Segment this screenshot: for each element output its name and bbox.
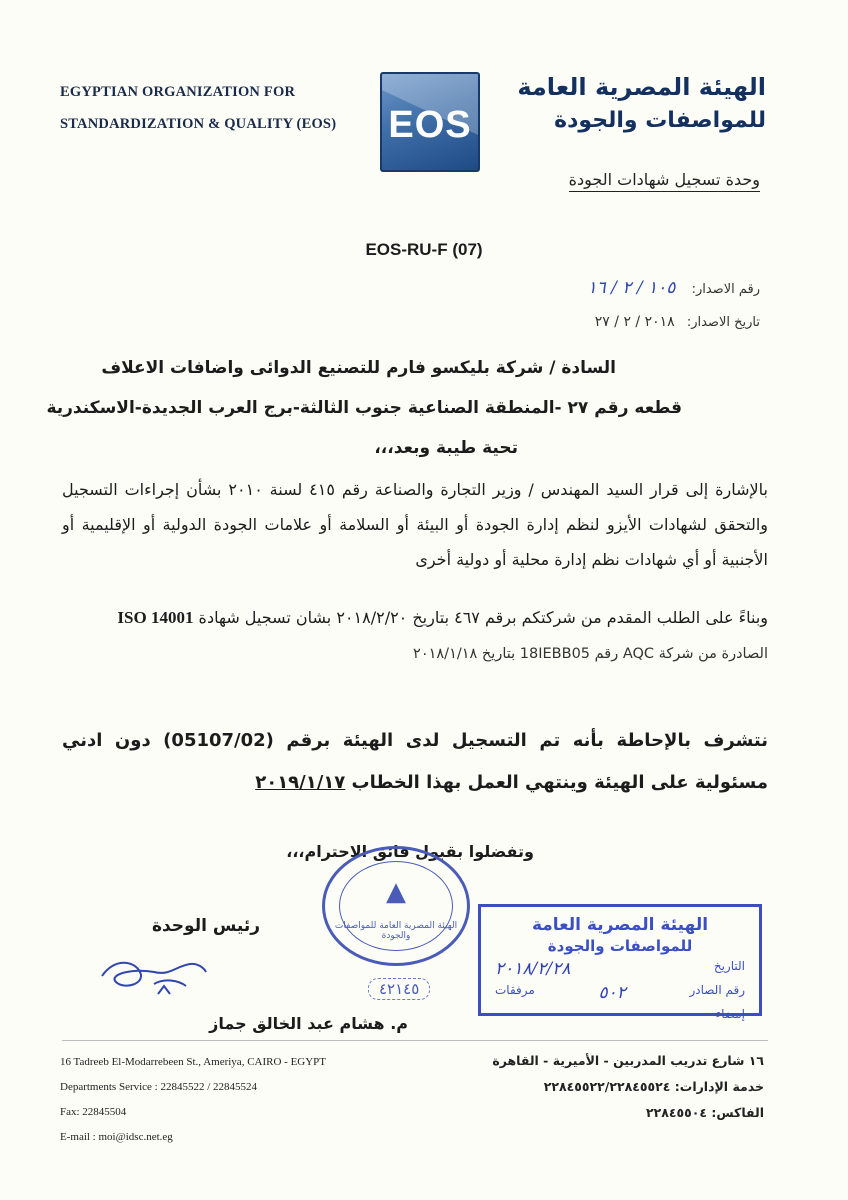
signatory-title: رئيس الوحدة	[151, 916, 260, 936]
para2-text-2: الصادرة من شركة AQC رقم 18IEBB05 بتاريخ ٢٠١٨/١/١٨	[413, 646, 768, 662]
org-name-english	[60, 76, 360, 140]
footer-email-en: E-mail : moi@idsc.net.eg	[60, 1131, 173, 1143]
issue-number-value: ١٠٥ / ٢ / ١٦	[587, 278, 676, 298]
issue-date-value: ٢٠١٨ / ٢ / ٢٧	[594, 314, 675, 330]
logo-text: EOS	[388, 104, 472, 146]
org-ar-line2: للمواصفات والجودة	[554, 108, 766, 133]
issue-date-label: تاريخ الاصدار:	[686, 315, 760, 330]
stamp-date-label: التاريخ	[713, 959, 745, 973]
seal-ring-text: الهيئة المصرية العامة للمواصفات والجودة	[334, 921, 458, 941]
footer-departments-en: Departments Service : 22845522 / 22845524	[60, 1081, 258, 1093]
stamp-issue-row	[495, 983, 745, 1003]
closing-phrase: وتفضلوا بقبول فائق الاحترام،،،	[286, 842, 534, 861]
addressee-line2: قطعه رقم ٢٧ -المنطقة الصناعية جنوب الثالثة-برج العرب الجديدة-الاسكندرية	[46, 398, 682, 418]
stamp-issue-value: ٥٠٢	[598, 983, 626, 1003]
org-en-line2: STANDARDIZATION & QUALITY (EOS)	[60, 116, 337, 132]
form-code: EOS-RU-F (07)	[365, 240, 483, 259]
stamp-line2: للمواصفات والجودة	[547, 937, 693, 955]
issue-number-row	[588, 278, 760, 298]
footer-fax-en: Fax: 22845504	[60, 1106, 127, 1118]
para2-text-1: وبناءً على الطلب المقدم من شركتكم برقم ٤٦٧ بتاريخ ٢٠١٨/٢/٢٠ بشان تسجيل شهادة	[193, 608, 768, 627]
stamp-line1: الهيئة المصرية العامة	[531, 915, 709, 935]
addressee-line1: السادة / شركة بليكسو فارم للتصنيع الدوائى واضافات الاعلاف	[101, 358, 616, 378]
body-paragraph-2	[62, 600, 768, 672]
stamp-attachments-label: مرفقات	[495, 983, 535, 997]
body-paragraph-3	[62, 720, 768, 804]
unit-title: وحدة تسجيل شهادات الجودة	[569, 170, 760, 192]
stamp-signature-row	[495, 1007, 745, 1021]
issue-number-label: رقم الاصدار:	[691, 282, 760, 297]
org-en-line1: EGYPTIAN ORGANIZATION FOR	[60, 84, 296, 100]
footer-address-en: 16 Tadreeb El-Modarrebeen St., Ameriya, CAIRO - EGYPT	[60, 1056, 327, 1068]
issue-date-row	[595, 314, 760, 330]
footer-departments-ar: خدمة الإدارات: ٢٢٨٤٥٥٢٢/٢٢٨٤٥٥٢٤	[543, 1079, 764, 1094]
expiry-date: ٢٠١٩/١/١٧	[255, 772, 346, 793]
stamp-issue-label: رقم الصادر	[689, 983, 745, 997]
eagle-emblem-icon: ▲	[386, 877, 406, 908]
round-seal	[322, 846, 470, 966]
org-name-arabic	[446, 70, 766, 138]
stamp-signature-label: إمضاء	[715, 1007, 745, 1021]
iso-standard: ISO 14001	[117, 608, 194, 627]
handwritten-signature	[94, 938, 214, 1008]
footer-english	[60, 1050, 326, 1150]
signatory-name: م. هشام عبد الخالق جماز	[209, 1014, 408, 1033]
body-paragraph-1: بالإشارة إلى قرار السيد المهندس / وزير التجارة والصناعة رقم ٤١٥ لسنة ٢٠١٠ بشأن إجراءات التسجيل والتحقق لشهادات الأيزو لنظم إدارة الجودة أو البيئة أو السلامة أو علامات الجودة الدولية أو الإقليمية أو الأجنبية أو أي شهادات نظم إدارة محلية أو دولية أخرى	[62, 480, 769, 569]
footer-arabic	[492, 1048, 764, 1126]
greeting: تحية طيبة وبعد،،،	[374, 438, 518, 458]
footer-address-ar: ١٦ شارع تدريب المدربين - الأميرية - القاهرة	[492, 1053, 764, 1068]
org-ar-line1: الهيئة المصرية العامة	[517, 73, 766, 101]
rect-stamp	[478, 904, 762, 1021]
footer-fax-ar: الفاكس: ٢٢٨٤٥٥٠٤	[645, 1105, 764, 1120]
para3-text: نتشرف بالإحاطة بأنه تم التسجيل لدى الهيئة برقم (05107/02) دون ادني مسئولية على الهيئة وينتهي العمل بهذا الخطاب	[62, 730, 768, 793]
footer-divider	[62, 1040, 768, 1041]
stamp-date-row	[495, 959, 745, 979]
seal-number: ٤٢١٤٥	[368, 978, 430, 1000]
stamp-date-value: ٢٠١٨/٢/٢٨	[495, 959, 571, 979]
